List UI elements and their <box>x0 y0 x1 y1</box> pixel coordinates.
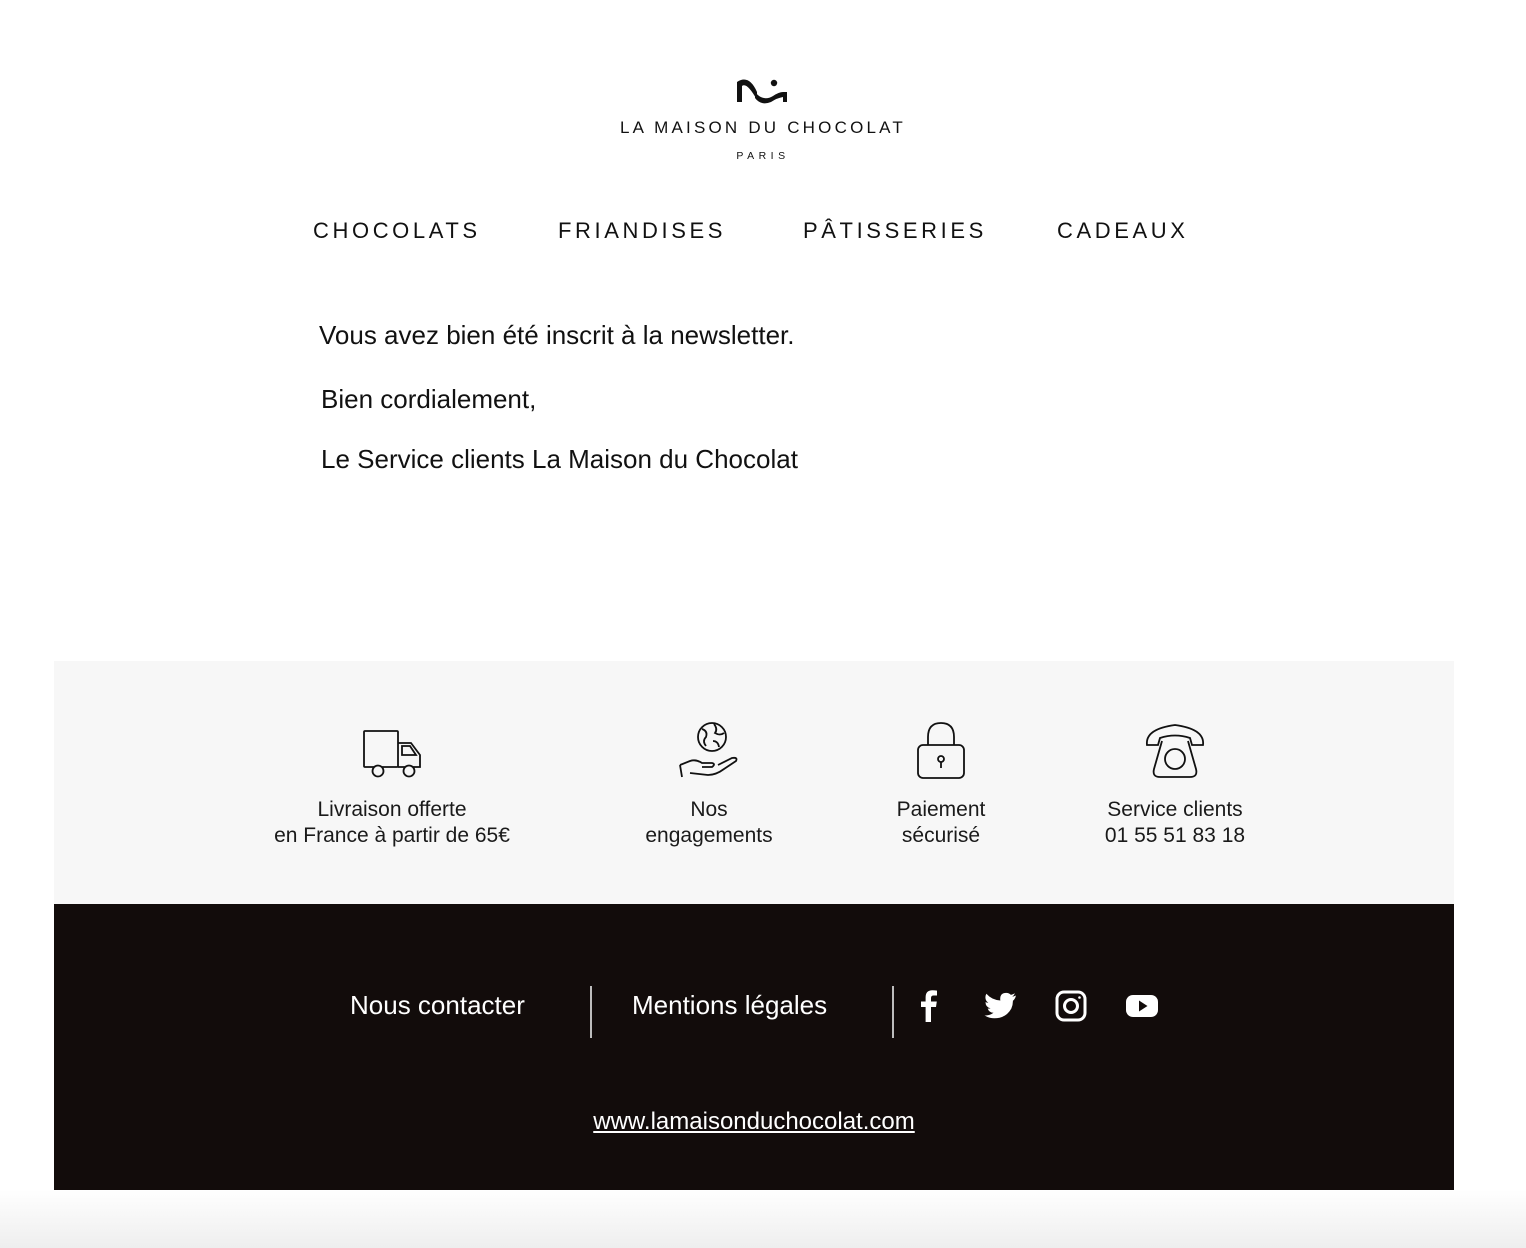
service-payment-line2: sécurisé <box>901 824 981 847</box>
globe-in-hand-icon <box>678 721 740 781</box>
service-payment[interactable] <box>881 721 1001 849</box>
youtube-icon[interactable] <box>1124 988 1160 1024</box>
footer-divider <box>590 986 592 1038</box>
service-engagements-line1: Nos <box>690 798 728 821</box>
service-payment-line1: Paiement <box>896 798 986 821</box>
service-engagements[interactable] <box>627 721 791 849</box>
signature-message: Le Service clients La Maison du Chocolat <box>321 444 798 474</box>
service-customer-line1: Service clients <box>1107 798 1243 821</box>
telephone-icon <box>1144 721 1206 781</box>
instagram-icon[interactable] <box>1053 988 1089 1024</box>
service-delivery-line1: Livraison offerte <box>317 798 467 821</box>
service-delivery[interactable] <box>254 721 530 849</box>
service-customer[interactable] <box>1094 721 1256 849</box>
twitter-icon[interactable] <box>982 988 1018 1024</box>
nav-item-patisseries[interactable]: PÂTISSERIES <box>803 218 987 243</box>
contact-link[interactable]: Nous contacter <box>350 990 525 1020</box>
nav-item-cadeaux[interactable]: CADEAUX <box>1057 218 1189 243</box>
padlock-icon <box>910 721 972 781</box>
brand-mark-icon <box>733 76 793 108</box>
main-nav <box>0 218 1526 250</box>
nav-item-chocolats[interactable]: CHOCOLATS <box>313 218 481 243</box>
closing-message: Bien cordialement, <box>321 384 537 414</box>
facebook-icon[interactable] <box>911 988 947 1024</box>
nav-item-friandises[interactable]: FRIANDISES <box>558 218 727 243</box>
website-link[interactable]: www.lamaisonduchocolat.com <box>593 1108 915 1135</box>
services-band <box>54 661 1454 904</box>
delivery-truck-icon <box>361 721 423 781</box>
legal-link[interactable]: Mentions légales <box>632 990 828 1020</box>
service-customer-phone[interactable]: 01 55 51 83 18 <box>1104 824 1246 847</box>
service-engagements-line2: engagements <box>645 824 773 847</box>
brand-logo[interactable] <box>0 76 1526 162</box>
service-delivery-line2: en France à partir de 65€ <box>274 824 510 847</box>
footer-divider <box>892 986 894 1038</box>
brand-city: PARIS <box>736 150 790 162</box>
bottom-edge-shadow <box>0 1190 1526 1248</box>
brand-name: LA MAISON DU CHOCOLAT <box>619 118 907 137</box>
footer <box>54 904 1454 1190</box>
confirmation-message: Vous avez bien été inscrit à la newsletter. <box>319 320 795 350</box>
